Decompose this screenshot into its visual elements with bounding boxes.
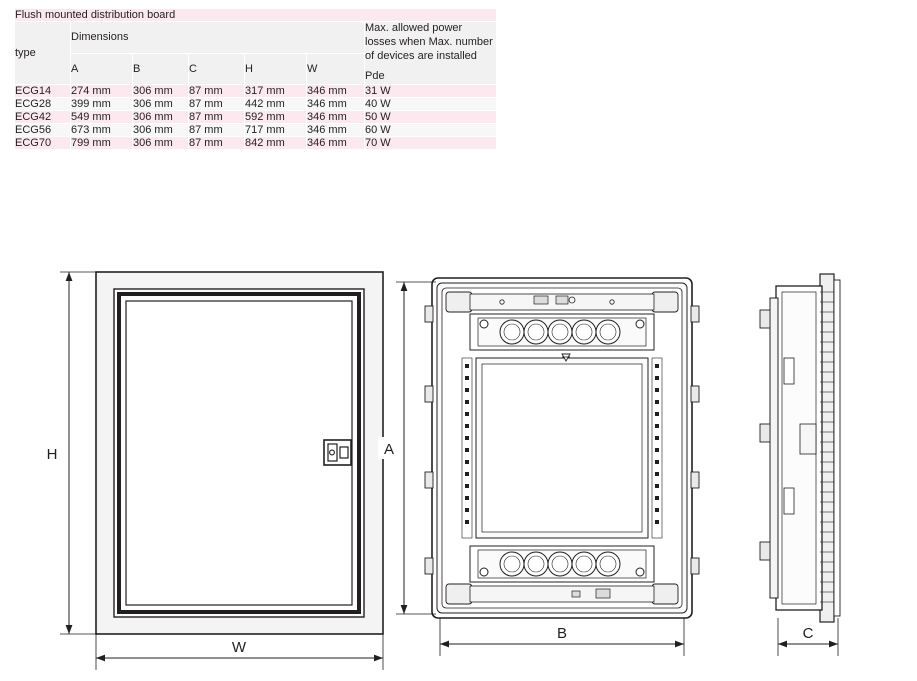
cell-pde: 60 W [365,124,497,137]
table-row [15,137,497,150]
bottom-knockouts [500,552,620,576]
cell-h: 592 mm [245,111,307,124]
front-door-view [41,272,383,670]
cell-c: 87 mm [189,124,245,137]
cell-w: 346 mm [307,137,365,150]
cell-b: 306 mm [133,124,189,137]
cell-type: ECG42 [15,111,71,124]
dimension-c-label: C [802,625,814,642]
table-title-row [15,9,497,22]
cell-type: ECG70 [15,137,71,150]
dimension-a-label: A [383,441,395,458]
cell-h: 717 mm [245,124,307,137]
header-col-h: H [245,53,307,85]
header-type: type [15,22,71,85]
dimension-w-label: W [231,639,247,656]
cell-w: 346 mm [307,124,365,137]
cell-a: 799 mm [71,137,133,150]
cell-type: ECG28 [15,98,71,111]
header-power-losses [365,22,497,85]
table-title: Flush mounted distribution board [15,9,497,22]
cell-a: 549 mm [71,111,133,124]
spec-table-container [14,8,496,150]
cell-b: 306 mm [133,98,189,111]
dimension-b [440,618,684,656]
dimension-h [41,272,100,634]
cell-h: 317 mm [245,85,307,98]
table-row [15,98,497,111]
cell-a: 673 mm [71,124,133,137]
cell-a: 274 mm [71,85,133,98]
drawing-canvas [0,258,917,681]
cell-a: 399 mm [71,98,133,111]
interior-enclosure-view [378,278,699,656]
cell-c: 87 mm [189,98,245,111]
header-pde: Pde [365,70,385,83]
cell-pde: 31 W [365,85,497,98]
spec-table [14,8,497,150]
cell-pde: 70 W [365,137,497,150]
cell-c: 87 mm [189,137,245,150]
dimension-w [96,634,383,670]
cell-h: 442 mm [245,98,307,111]
header-col-w: W [307,53,365,85]
table-row [15,85,497,98]
table-row [15,124,497,137]
cell-w: 346 mm [307,98,365,111]
cell-c: 87 mm [189,111,245,124]
header-dimensions: Dimensions [71,22,365,54]
cell-type: ECG14 [15,85,71,98]
technical-drawings [0,258,917,681]
side-profile-view [760,274,840,656]
header-power-losses-text: Max. allowed power losses when Max. number of devices are installed [365,22,493,62]
cell-h: 842 mm [245,137,307,150]
cell-b: 306 mm [133,85,189,98]
table-row [15,111,497,124]
cell-b: 306 mm [133,137,189,150]
cell-w: 346 mm [307,111,365,124]
cell-w: 346 mm [307,85,365,98]
cell-pde: 40 W [365,98,497,111]
header-col-c: C [189,53,245,85]
cell-pde: 50 W [365,111,497,124]
cell-b: 306 mm [133,111,189,124]
header-col-a: A [71,53,133,85]
dimension-b-label: B [556,625,568,642]
top-knockouts [500,320,620,344]
cell-type: ECG56 [15,124,71,137]
door-lock-icon [324,440,351,465]
dimension-c [778,618,838,656]
dimension-h-label: H [46,446,58,463]
cell-c: 87 mm [189,85,245,98]
table-header-row-1 [15,22,497,54]
header-col-b: B [133,53,189,85]
